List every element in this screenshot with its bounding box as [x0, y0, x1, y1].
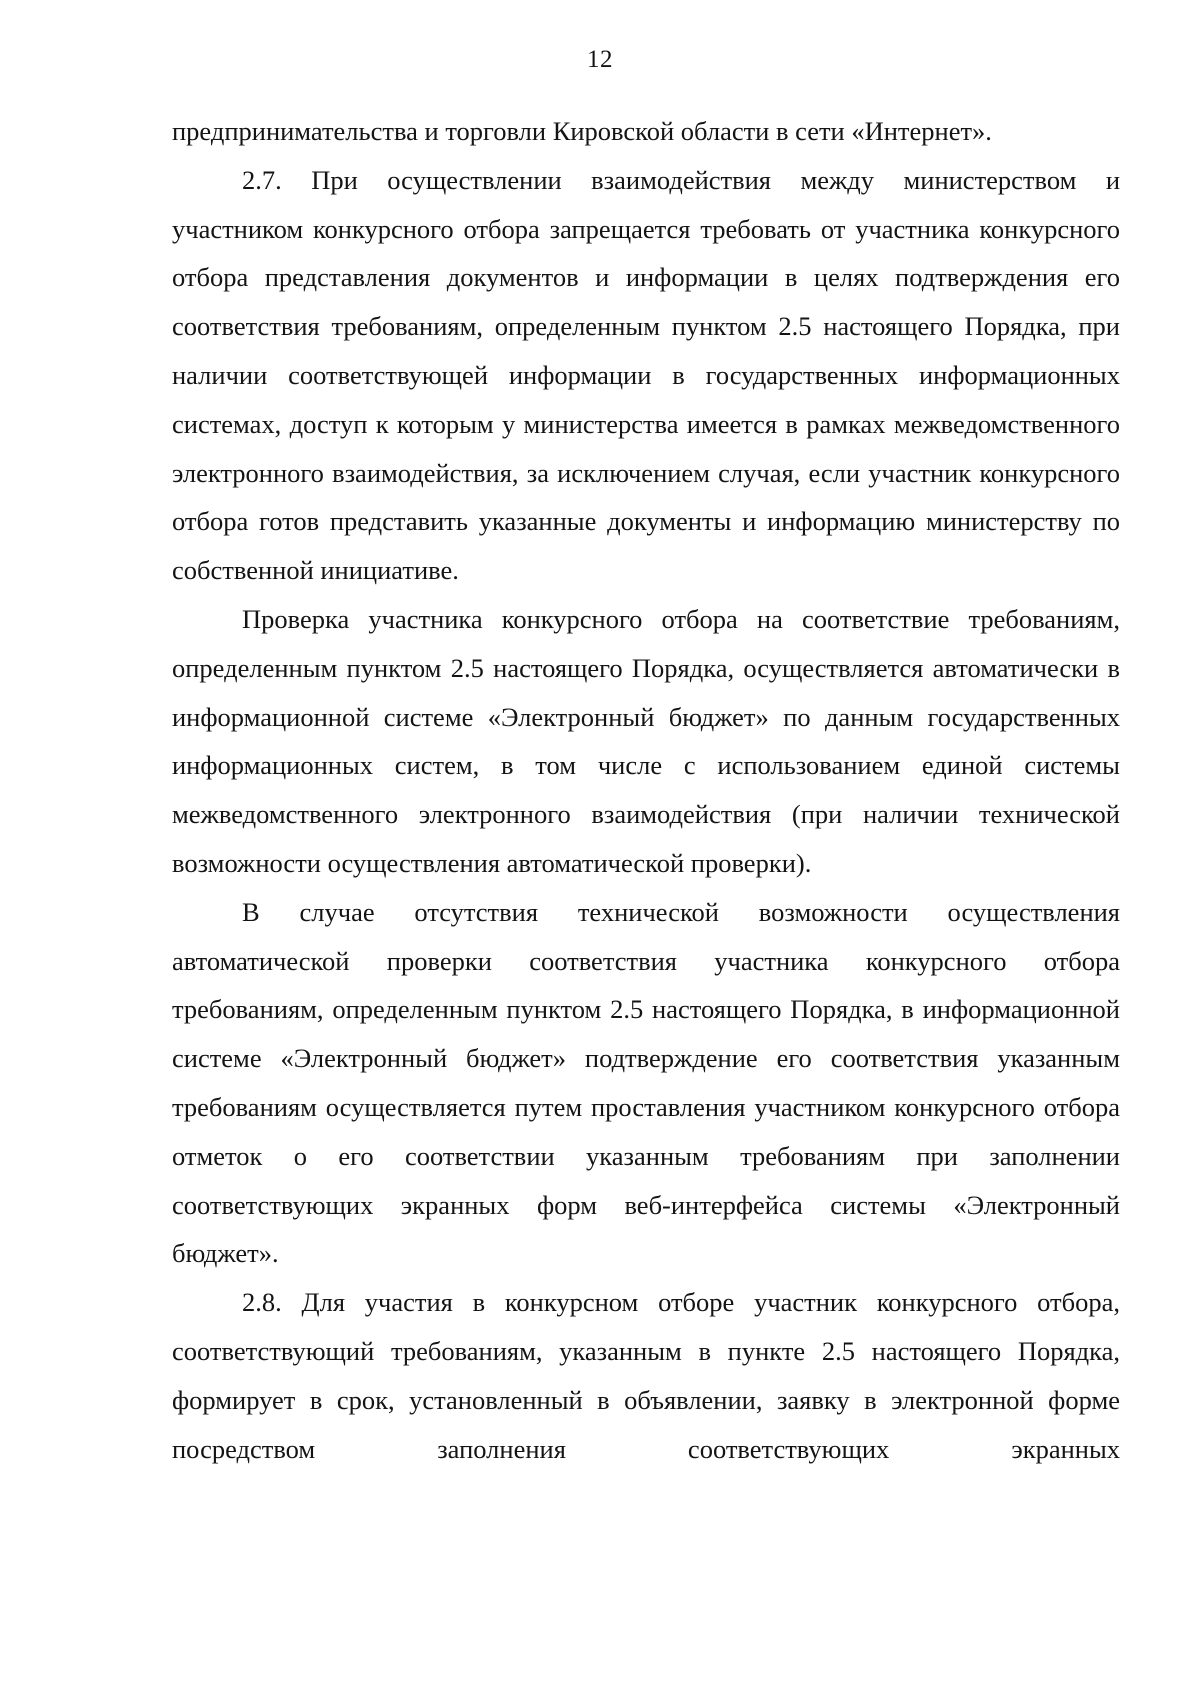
- paragraph-manual-check: В случае отсутствия технической возможности осуществления автоматической проверки соответствия участника конкурсного отбора требованиям, определенным пунктом 2.5 настоящего Порядка, в информационной системе «Электронный бюджет» подтверждение его соответствия указанным требованиям осуществляется путем проставления участником конкурсного отбора отметок о его соответствии указанным требованиям при заполнении соответствующих экранных форм веб-интерфейса системы «Электронный бюджет».: [172, 896, 1120, 1269]
- page-number: 12: [587, 46, 613, 73]
- paragraph-automatic-check: Проверка участника конкурсного отбора на соответствие требованиям, определенным пунктом 2.5 настоящего Порядка, осуществляется автоматически в информационной системе «Электронный бюджет» по данным государственных информационных систем, в том числе с использованием единой системы межведомственного электронного взаимодействия (при наличии технической возможности осуществления автоматической проверки).: [172, 603, 1120, 878]
- paragraph-2-8: 2.8. Для участия в конкурсном отборе участник конкурсного отбора, соответствующий требованиям, указанным в пункте 2.5 настоящего Порядка, формирует в срок, установленный в объявлении, заявку в электронной форме посредством заполнения соответствующих экранных: [172, 1287, 1120, 1464]
- document-body: [172, 107, 1120, 1473]
- paragraph-continuation: предпринимательства и торговли Кировской области в сети «Интернет».: [172, 116, 992, 146]
- paragraph-2-7: 2.7. При осуществлении взаимодействия между министерством и участником конкурсного отбора запрещается требовать от участника конкурсного отбора представления документов и информации в целях подтверждения его соответствия требованиям, определенным пунктом 2.5 настоящего Порядка, при наличии соответствующей информации в государственных информационных системах, доступ к которым у министерства имеется в рамках межведомственного электронного взаимодействия, за исключением случая, если участник конкурсного отбора готов представить указанные документы и информацию министерству по собственной инициативе.: [172, 164, 1120, 586]
